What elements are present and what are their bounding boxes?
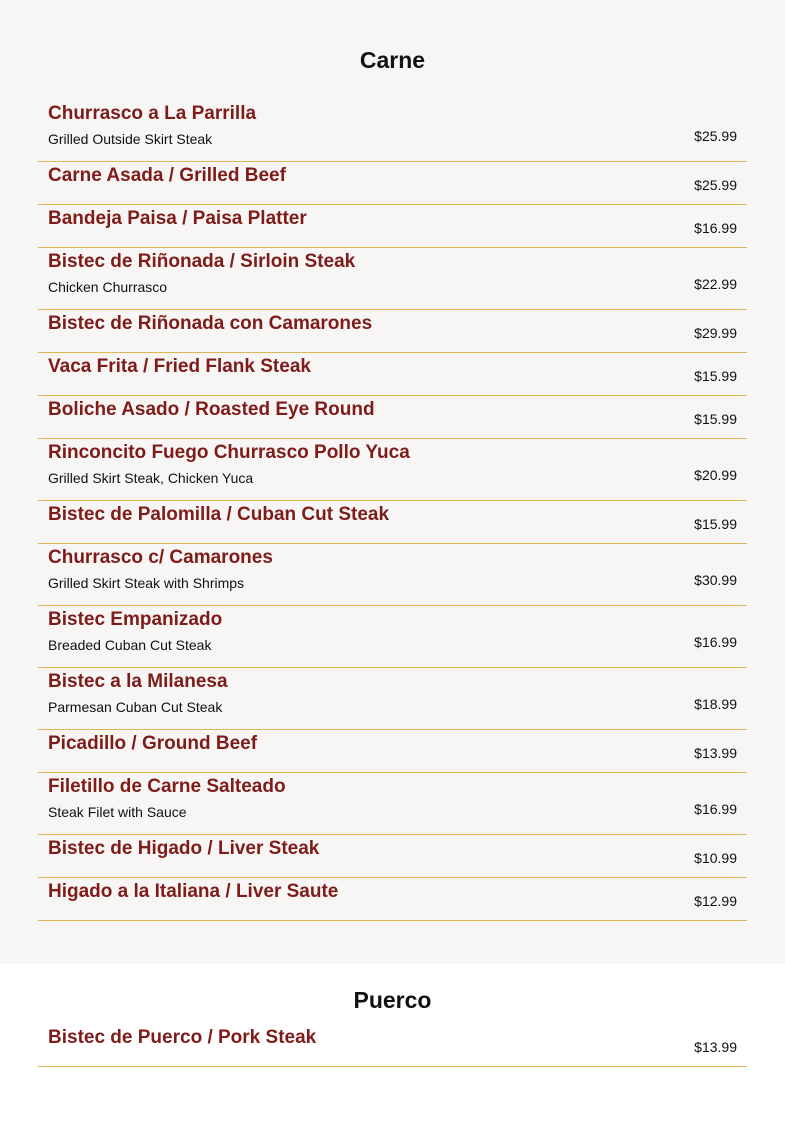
menu-item	[38, 396, 747, 439]
menu-item-name: Bandeja Paisa / Paisa Platter	[48, 208, 307, 229]
menu-item-name: Higado a la Italiana / Liver Saute	[48, 881, 339, 902]
menu-item-price: $25.99	[694, 177, 737, 193]
menu-item	[38, 248, 747, 310]
menu-item-description: Grilled Skirt Steak with Shrimps	[48, 575, 245, 591]
menu-item-name: Filetillo de Carne Salteado	[48, 776, 286, 797]
puerco-section	[0, 964, 785, 1121]
menu-item	[38, 310, 747, 353]
menu-item	[38, 606, 747, 668]
menu-item	[38, 1024, 747, 1067]
section-title-carne: Carne	[359, 47, 426, 73]
menu-item	[38, 439, 747, 501]
menu-item	[38, 668, 747, 730]
menu-item	[38, 353, 747, 396]
menu-item-price: $16.99	[694, 801, 737, 817]
menu-item-description: Parmesan Cuban Cut Steak	[48, 699, 223, 715]
menu-item-price: $29.99	[694, 325, 737, 341]
menu-item	[38, 878, 747, 921]
menu-item-name: Vaca Frita / Fried Flank Steak	[48, 356, 311, 377]
carne-menu-list	[38, 102, 747, 921]
menu-item	[38, 544, 747, 606]
menu-item-name: Picadillo / Ground Beef	[48, 733, 258, 754]
menu-item-name: Rinconcito Fuego Churrasco Pollo Yuca	[48, 442, 410, 463]
menu-item	[38, 162, 747, 205]
menu-item-price: $13.99	[694, 1039, 737, 1055]
menu-item-name: Bistec Empanizado	[48, 609, 223, 630]
menu-item-price: $22.99	[694, 276, 737, 292]
menu-item-price: $12.99	[694, 893, 737, 909]
menu-item-name: Churrasco c/ Camarones	[48, 547, 273, 568]
menu-item	[38, 205, 747, 248]
menu-item-description: Grilled Skirt Steak, Chicken Yuca	[48, 470, 254, 486]
menu-item-price: $15.99	[694, 516, 737, 532]
menu-item-name: Bistec de Riñonada / Sirloin Steak	[48, 251, 356, 272]
menu-item-name: Churrasco a La Parrilla	[48, 103, 257, 124]
menu-item-price: $15.99	[694, 411, 737, 427]
menu-item-description: Steak Filet with Sauce	[48, 804, 187, 820]
menu-item-name: Carne Asada / Grilled Beef	[48, 165, 286, 186]
menu-item-name: Boliche Asado / Roasted Eye Round	[48, 399, 375, 420]
menu-item-price: $10.99	[694, 850, 737, 866]
menu-item-name: Bistec de Riñonada con Camarones	[48, 313, 373, 334]
menu-item-price: $20.99	[694, 467, 737, 483]
menu-item-price: $25.99	[694, 128, 737, 144]
menu-item-name: Bistec de Higado / Liver Steak	[48, 838, 320, 859]
menu-item	[38, 773, 747, 835]
menu-item-name: Bistec a la Milanesa	[48, 671, 228, 692]
menu-item-price: $15.99	[694, 368, 737, 384]
menu-item-price: $30.99	[694, 572, 737, 588]
menu-item-description: Breaded Cuban Cut Steak	[48, 637, 212, 653]
menu-item	[38, 730, 747, 773]
menu-item-price: $16.99	[694, 634, 737, 650]
menu-item-price: $16.99	[694, 220, 737, 236]
menu-item	[38, 835, 747, 878]
menu-item-description: Chicken Churrasco	[48, 279, 168, 295]
menu-item-description: Grilled Outside Skirt Steak	[48, 131, 213, 147]
section-title-puerco: Puerco	[353, 987, 432, 1013]
menu-item-name: Bistec de Palomilla / Cuban Cut Steak	[48, 504, 390, 525]
menu-item	[38, 102, 747, 162]
puerco-menu-list	[38, 1024, 747, 1067]
menu-item	[38, 501, 747, 544]
menu-item-price: $18.99	[694, 696, 737, 712]
menu-item-price: $13.99	[694, 745, 737, 761]
menu-item-name: Bistec de Puerco / Pork Steak	[48, 1027, 317, 1048]
